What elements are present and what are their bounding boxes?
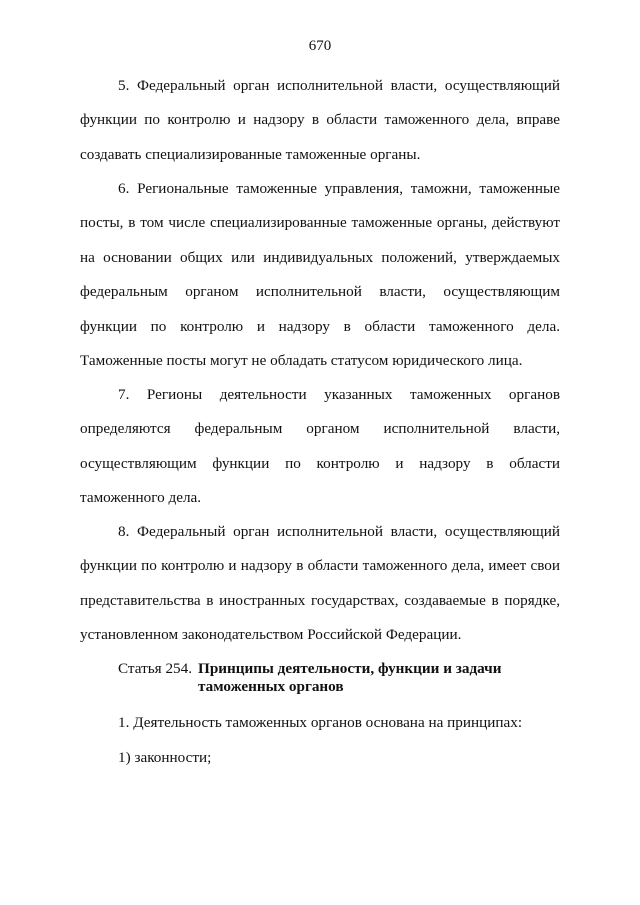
paragraph-7: 7. Регионы деятельности указанных таможенных органов определяются федеральным органом исполнительной власти, осуществляющим функции по контролю и надзору в области таможенного дела. — [80, 386, 560, 507]
paragraph-6: 6. Региональные таможенные управления, таможни, таможенные посты, в том числе специализированные таможенные органы, действуют на основании общих или индивидуальных положений, утверждаемых федеральным органом исполнительной власти, осуществляющим функции по контролю и надзору в области таможенного дела. Таможенные посты могут не обладать статусом юридического лица. — [80, 180, 560, 370]
article-title: Принципы деятельности, функции и задачи таможенных органов — [198, 660, 502, 695]
paragraph-principles-intro: 1. Деятельность таможенных органов основана на принципах: — [118, 714, 523, 731]
article-number: Статья 254. — [118, 660, 193, 677]
page-number: 670 — [308, 38, 332, 54]
list-item-legality: 1) законности; — [118, 749, 212, 766]
article-heading — [118, 660, 558, 696]
paragraph-5: 5. Федеральный орган исполнительной власти, осуществляющий функции по контролю и надзору в области таможенного дела, вправе создавать специализированные таможенные органы. — [80, 77, 560, 163]
paragraph-8: 8. Федеральный орган исполнительной власти, осуществляющий функции по контролю и надзору в области таможенного дела, имеет свои представительства в иностранных государствах, создаваемые в порядке, установленном законодательством Российской Федерации. — [80, 523, 560, 644]
